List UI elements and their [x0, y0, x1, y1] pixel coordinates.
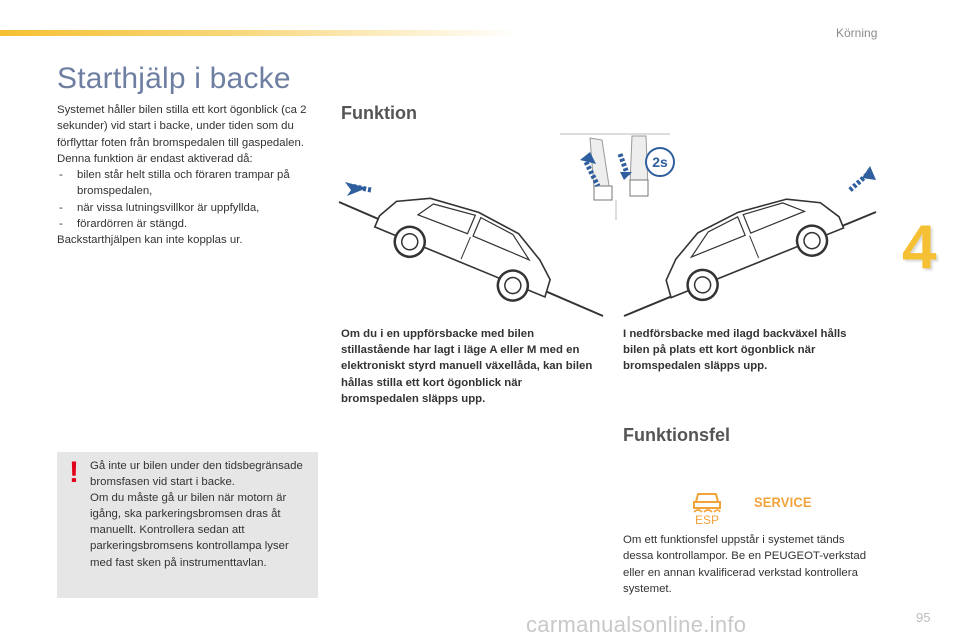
- intro-text: [57, 102, 319, 249]
- section-title: Körning: [836, 26, 878, 40]
- page-number: 95: [916, 610, 931, 625]
- condition-item: - bilen står helt stilla och föraren trampar på bromspedalen,: [57, 167, 319, 200]
- warning-icon: !: [69, 456, 79, 489]
- downhill-car-illustration: [620, 160, 880, 320]
- chapter-tab-number: 4: [902, 213, 937, 282]
- intro-closing: Backstarthjälpen kan inte kopplas ur.: [57, 234, 243, 247]
- conditions-list: [57, 167, 319, 232]
- page-title: Starthjälp i backe: [57, 62, 291, 95]
- conditions-lead: Denna funktion är endast aktiverad då:: [57, 152, 253, 165]
- funktion-heading: Funktion: [341, 103, 417, 123]
- warning-box: [57, 452, 318, 598]
- timer-label: 2s: [652, 154, 668, 170]
- condition-item: - när vissa lutningsvillkor är uppfyllda,: [57, 200, 319, 216]
- warning-text: Gå inte ur bilen under den tidsbegränsade bromsfasen vid start i backe. Om du måste gå ur bilen när motorn är igång, ska parkeringsbromsen dras åt manuellt. Kontrollera sedan att parkeringsbromsens kontrollampa lyser med fast sken på instrumenttavlan.: [90, 460, 303, 569]
- intro-paragraph: Systemet håller bilen stilla ett kort ögonblick (ca 2 sekunder) vid start i backe, under tiden som du förflyttar foten från bromspedalen till gaspedalen.: [57, 104, 307, 149]
- fault-text: Om ett funktionsfel uppstår i systemet tänds dessa kontrollampor. Be en PEUGEOT-verkstad eller en annan kvalificerad verkstad kontrollera systemet.: [623, 534, 867, 595]
- watermark: carmanualsonline.info: [526, 612, 747, 637]
- esp-label: ESP: [694, 513, 720, 526]
- caption-uphill: Om du i en uppförsbacke med bilen stillastående har lagt i läge A eller M med en elektroniskt styrd manuell växellåda, kan bilen hållas stilla ett kort ögonblick när bromspedalen släpps upp.: [341, 328, 593, 405]
- service-warning-icon: SERVICE: [754, 494, 812, 510]
- header-accent-bar: [0, 30, 520, 36]
- condition-item: - förardörren är stängd.: [57, 216, 319, 232]
- caption-downhill: I nedförsbacke med ilagd backväxel hålls bilen på plats ett kort ögonblick när bromspedalen släpps upp.: [623, 328, 847, 373]
- funktionsfel-heading: Funktionsfel: [623, 425, 730, 445]
- esp-warning-icon: [688, 484, 726, 526]
